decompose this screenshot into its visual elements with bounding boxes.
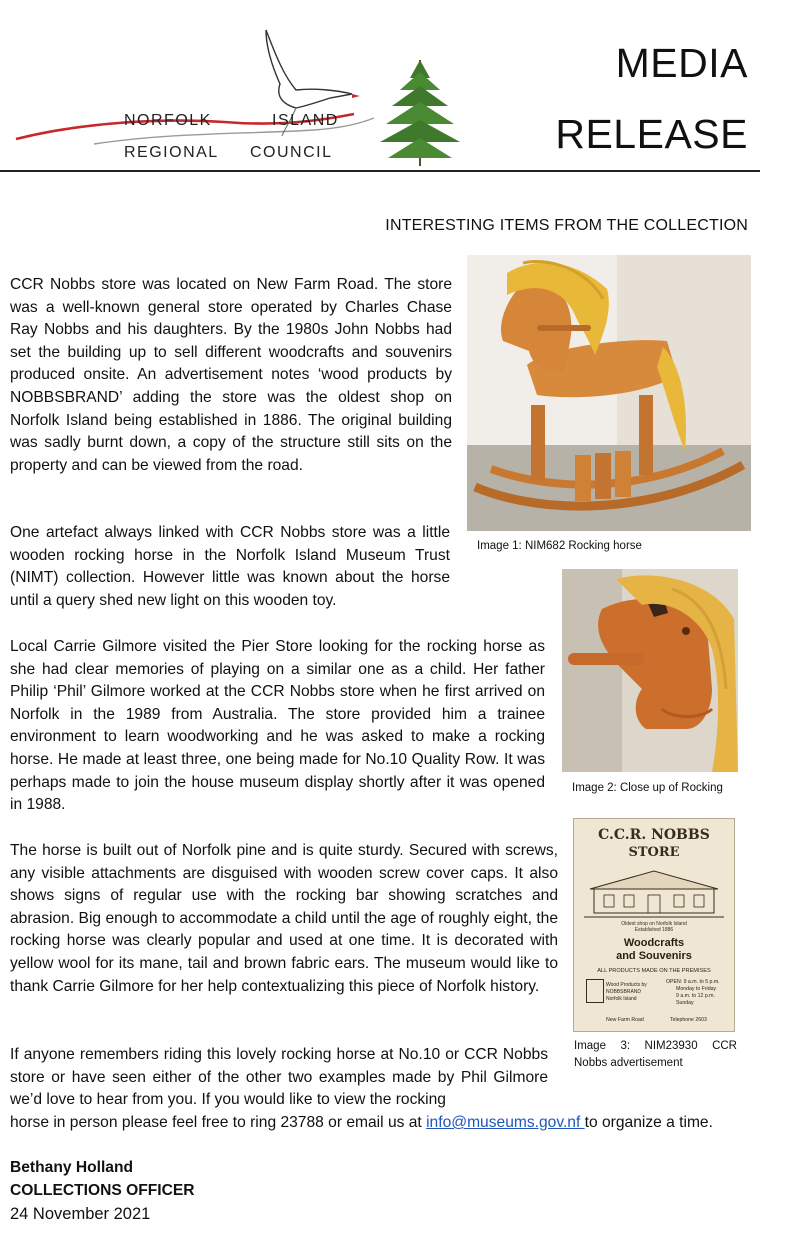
ad-store-drawing [584, 867, 724, 919]
ad-footer-right: Telephone 2603 [670, 1017, 707, 1023]
media-title-line2: RELEASE [555, 111, 748, 157]
paragraph-2: One artefact always linked with CCR Nobbs store was a little wooden rocking horse in the Norfolk Island Museum Trust (NIMT) collection. However little was known about the horse until a query shed new light on this wooden toy. [10, 524, 450, 609]
email-link[interactable]: info@museums.gov.nf [426, 1114, 585, 1131]
council-logo [14, 26, 474, 168]
norfolk-pine-icon [380, 60, 460, 166]
logo-text-regional: REGIONAL [124, 144, 219, 161]
ad-nobbsbrand-icon [586, 979, 604, 1003]
ad-hours-3: 9 a.m. to 12 p.m. [676, 993, 715, 999]
signature-name: Bethany Holland [10, 1159, 134, 1176]
media-title-line1: MEDIA [615, 40, 748, 86]
ad-brand-1: Wood Products by [606, 982, 647, 988]
signature-date: 24 November 2021 [10, 1205, 151, 1223]
ad-footer-left: New Farm Road [606, 1017, 644, 1023]
logo-graphic [14, 26, 474, 168]
contact-paragraph [10, 1112, 750, 1135]
rocking-horse-photo [467, 255, 751, 531]
ad-hours-2: Monday to Friday [676, 986, 717, 992]
section-heading: INTERESTING ITEMS FROM THE COLLECTION [385, 217, 748, 234]
paragraph-3: Local Carrie Gilmore visited the Pier Store looking for the rocking horse as she had clear memories of playing on a similar one as a child. Her father Philip ‘Phil’ Gilmore worked at the CCR Nobbs store when he first arrived on Norfolk in the 1989 from Australia. The store provided him a trainee environment to learn woodworking and he was asked to make a rocking horse. He made at least three, one being made for No.10 Quality Row. It was perhaps made to join the house museum display shortly after it was opened in 1988. [10, 638, 545, 814]
contact-text-after: to organize a time. [584, 1114, 713, 1131]
ad-title-2: STORE [628, 845, 680, 860]
logo-text-council: COUNCIL [250, 144, 333, 161]
contact-text-before: horse in person please feel free to ring 23788 or email us at [10, 1114, 427, 1131]
logo-text-island: ISLAND [272, 112, 339, 129]
ad-established: Established 1886 [634, 927, 674, 933]
rocking-horse-closeup-photo [562, 569, 738, 772]
ad-hours-1: OPEN: 9 a.m. to 5 p.m. [666, 979, 720, 985]
ad-tagline: Oldest shop on Norfolk Island [621, 921, 687, 927]
ad-products: ALL PRODUCTS MADE ON THE PREMISES [597, 968, 711, 974]
paragraph-4: The horse is built out of Norfolk pine and is quite sturdy. Secured with screws, any visible attachments are disguised with wooden screw cover caps. It also shows signs of regular use with the rocking bar showing scratches and abrasion. Big enough to accommodate a child until the age of roughly eight, the rocking horse was clearly popular and used at one time. It is decorated with yellow wool for its mane, tail and brown fabric ears. The museum would like to thank Carrie Gilmore for her help contextualizing this piece of Norfolk history. [10, 842, 558, 995]
ad-line-2: and Souvenirs [616, 950, 692, 962]
nobbs-advertisement [573, 818, 735, 1032]
image-3-caption: Image 3: NIM23930 CCR Nobbs advertisement [574, 1040, 737, 1069]
header-divider [0, 170, 760, 172]
paragraph-5: If anyone remembers riding this lovely rocking horse at No.10 or CCR Nobbs store or have seen either of the other two examples made by Phil Gilmore we’d love to hear from you. If you would like to view the rocking [10, 1046, 548, 1109]
ad-title-1: C.C.R. NOBBS [598, 827, 710, 843]
ad-hours-4: Sunday [676, 1000, 694, 1006]
signature-role: COLLECTIONS OFFICER [10, 1182, 195, 1199]
ad-line-1: Woodcrafts [623, 937, 685, 949]
image-1-caption: Image 1: NIM682 Rocking horse [477, 540, 642, 552]
ad-brand-2: NOBBSBRAND [606, 989, 642, 995]
image-2-caption: Image 2: Close up of Rocking [572, 782, 723, 794]
logo-text-norfolk: NORFOLK [124, 112, 212, 129]
ad-brand-3: Norfolk Island [606, 996, 637, 1002]
paragraph-1: CCR Nobbs store was located on New Farm Road. The store was a well-known general store operated by Charles Chase Ray Nobbs and his daughters. By the 1980s John Nobbs had set the building up to sell different woodcrafts and souvenirs produced onsite. An advertisement notes ‘wood products by NOBBSBRAND’ adding the store was the oldest shop on Norfolk Island being established in 1886. The original building was sadly burnt down, a copy of the structure still sits on the property and can be viewed from the road. [10, 276, 452, 474]
